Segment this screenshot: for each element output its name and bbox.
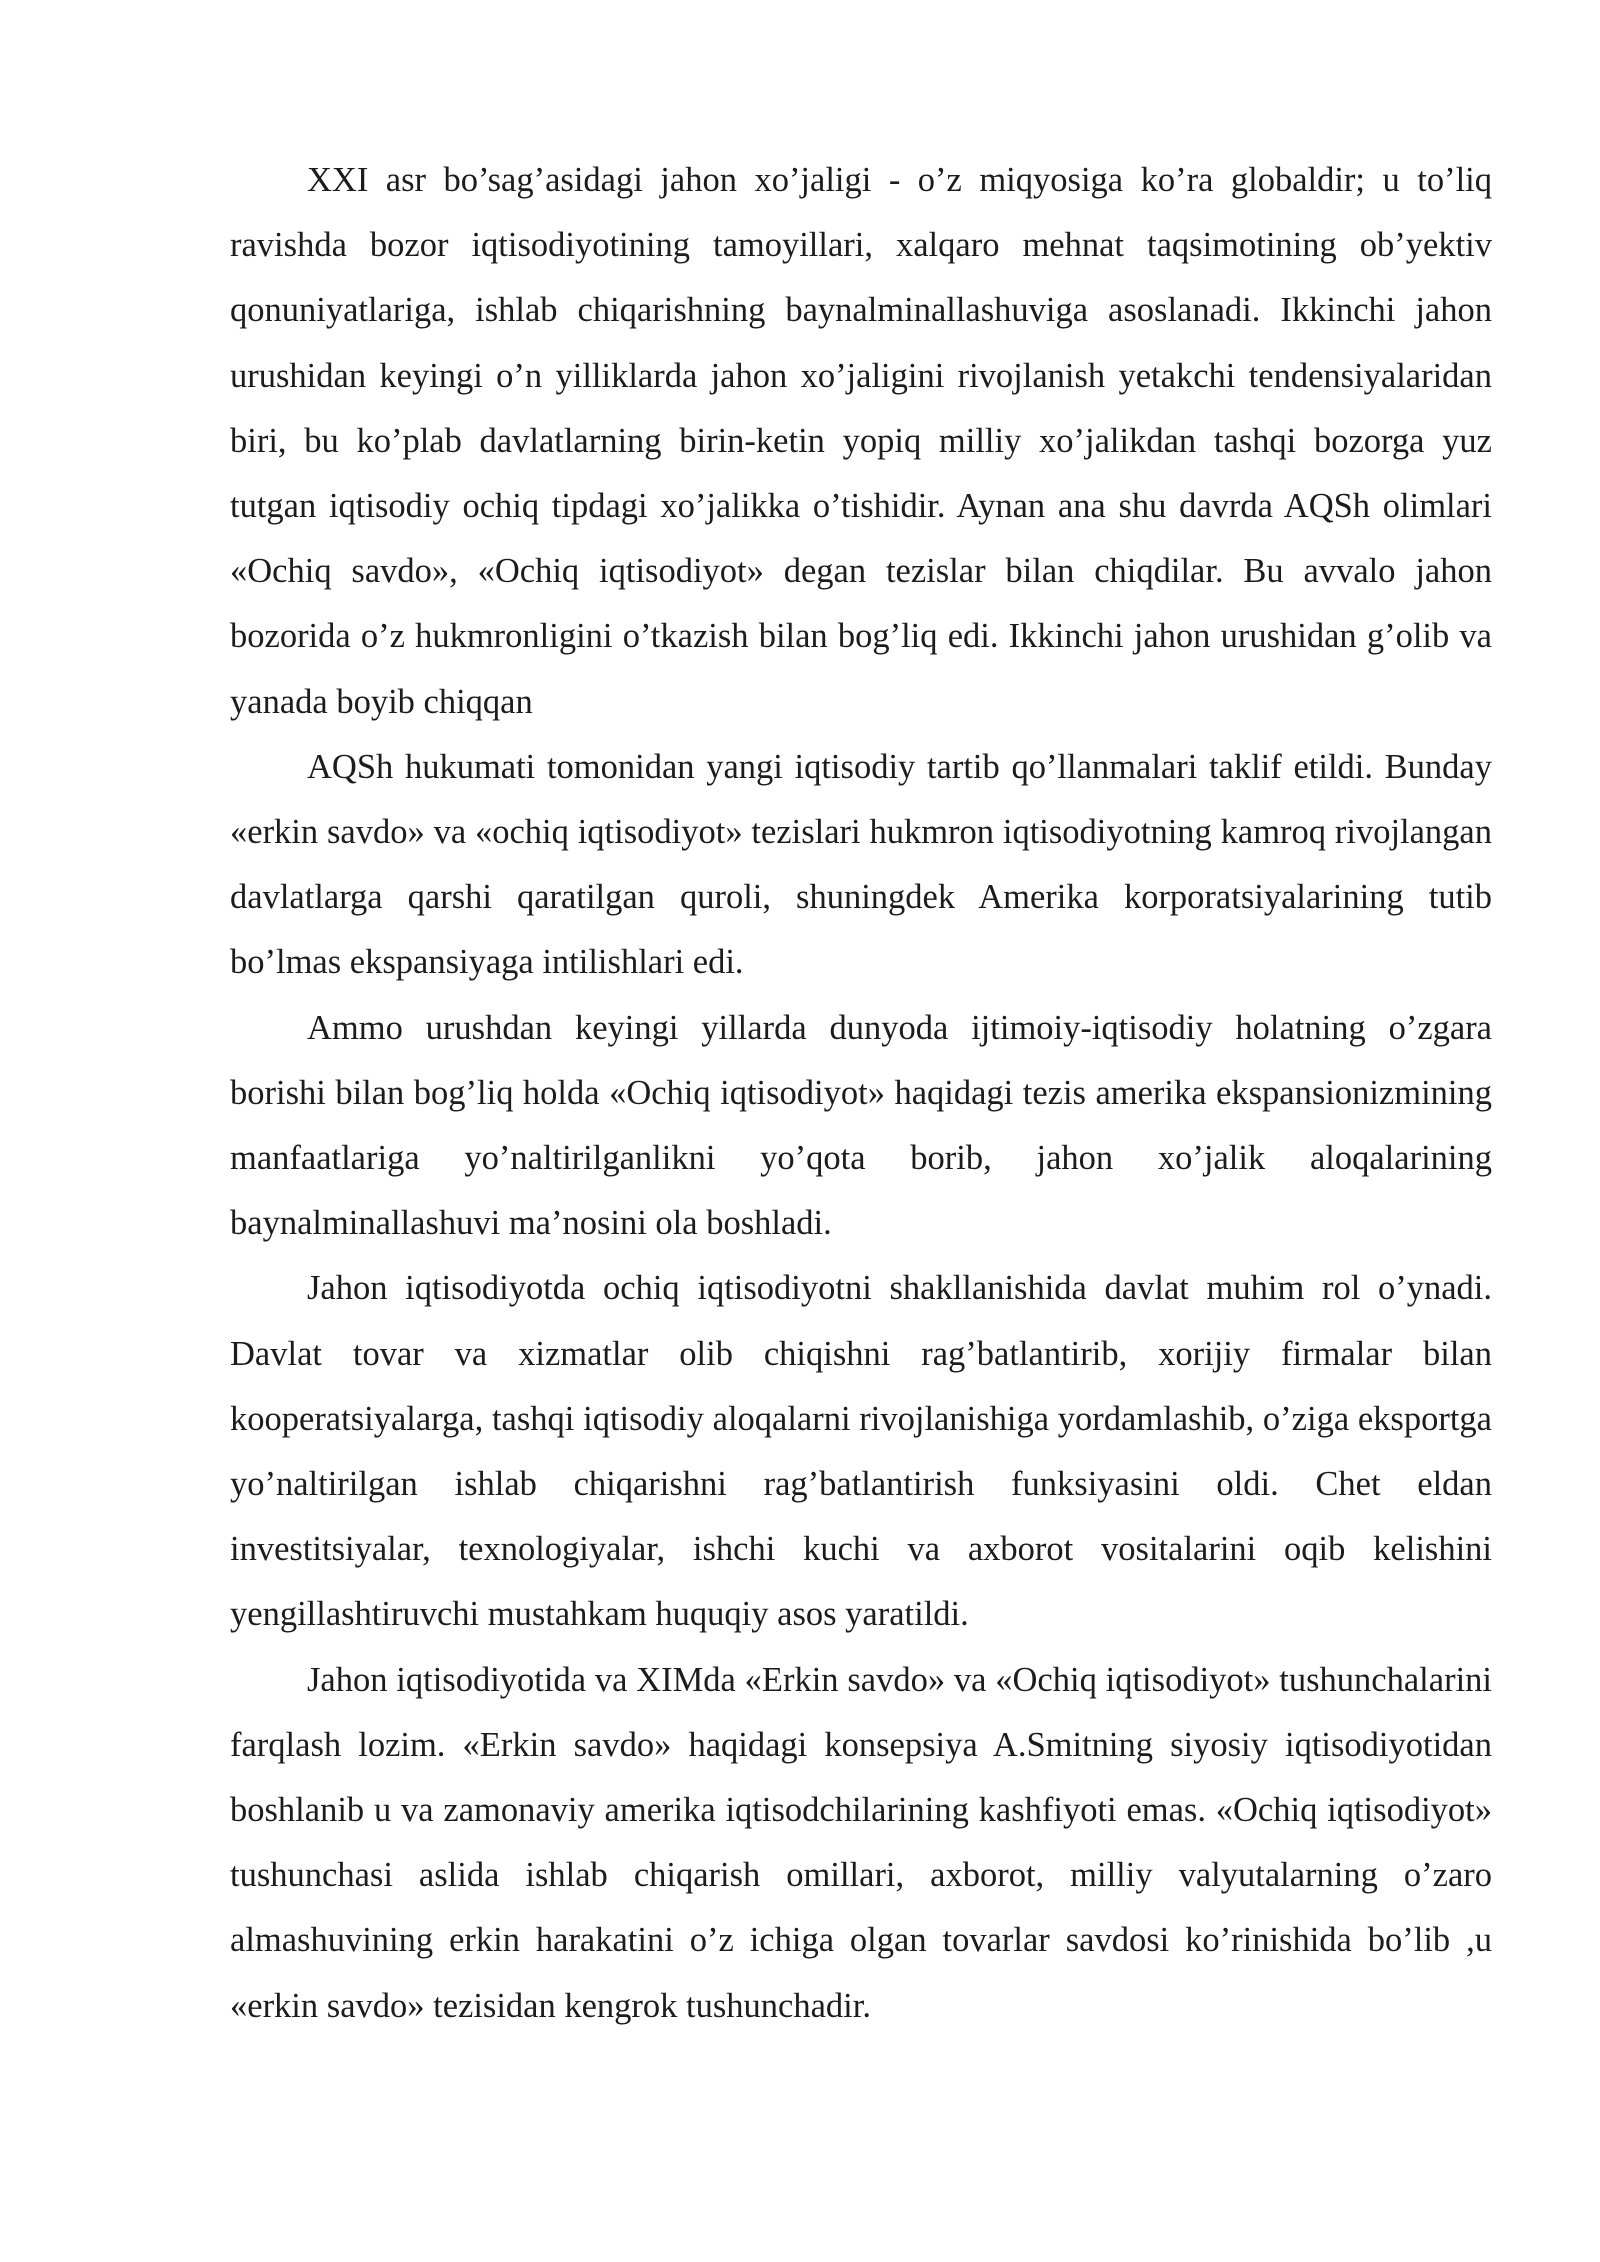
paragraph-2: AQSh hukumati tomonidan yangi iqtisodiy tartib qo’llanmalari taklif etildi. Bunday «erkin savdo» va «ochiq iqtisodiyot» tezislari hukmron iqtisodiyotning kamroq rivojlangan davlatlarga qarshi qaratilgan quroli, shuningdek Amerika korporatsiyalarining tutib bo’lmas ekspansiyaga intilishlari edi. bbox=[230, 747, 1492, 982]
document-body bbox=[230, 148, 1492, 2039]
paragraph-3: Ammo urushdan keyingi yillarda dunyoda ijtimoiy-iqtisodiy holatning o’zgara borishi bilan bog’liq holda «Ochiq iqtisodiyot» haqidagi tezis amerika ekspansionizmining manfaatlariga yo’naltirilganlikni yo’qota borib, jahon xo’jalik aloqalarining baynalminallashuvi ma’nosini ola boshladi. bbox=[230, 1008, 1492, 1243]
paragraph-5: Jahon iqtisodiyotida va XIMda «Erkin savdo» va «Ochiq iqtisodiyot» tushunchalarini farqlash lozim. «Erkin savdo» haqidagi konsepsiya A.Smitning siyosiy iqtisodiyotidan boshlanib u va zamonaviy amerika iqtisodchilarining kashfiyoti emas. «Ochiq iqtisodiyot» tushunchasi aslida ishlab chiqarish omillari, axborot, milliy valyutalarning o’zaro almashuvining erkin harakatini o’z ichiga olgan tovarlar savdosi ko’rinishida bo’lib ,u «erkin savdo» tezisidan kengrok tushunchadir. bbox=[230, 1660, 1492, 2025]
paragraph-4: Jahon iqtisodiyotda ochiq iqtisodiyotni shakllanishida davlat muhim rol o’ynadi. Davlat tovar va xizmatlar olib chiqishni rag’batlantirib, xorijiy firmalar bilan kooperatsiyalarga, tashqi iqtisodiy aloqalarni rivojlanishiga yordamlashib, o’ziga eksportga yo’naltirilgan ishlab chiqarishni rag’batlantirish funksiyasini oldi. Chet eldan investitsiyalar, texnologiyalar, ishchi kuchi va axborot vositalarini oqib kelishini yengillashtiruvchi mustahkam huquqiy asos yaratildi. bbox=[230, 1269, 1492, 1634]
paragraph-1: XXI asr bo’sag’asidagi jahon xo’jaligi - o’z miqyosiga ko’ra globaldir; u to’liq ravishda bozor iqtisodiyotining tamoyillari, xalqaro mehnat taqsimotining ob’yektiv qonuniyatlariga, ishlab chiqarishning baynalminallashuviga asoslanadi. Ikkinchi jahon urushidan keyingi o’n yilliklarda jahon xo’jaligini rivojlanish yetakchi tendensiyalaridan biri, bu ko’plab davlatlarning birin-ketin yopiq milliy xo’jalikdan tashqi bozorga yuz tutgan iqtisodiy ochiq tipdagi xo’jalikka o’tishidir. Aynan ana shu davrda AQSh olimlari «Ochiq savdo», «Ochiq iqtisodiyot» degan tezislar bilan chiqdilar. Bu avvalo jahon bozorida o’z hukmronligini o’tkazish bilan bog’liq edi. Ikkinchi jahon urushidan g’olib va yanada boyib chiqqan bbox=[230, 161, 1492, 721]
